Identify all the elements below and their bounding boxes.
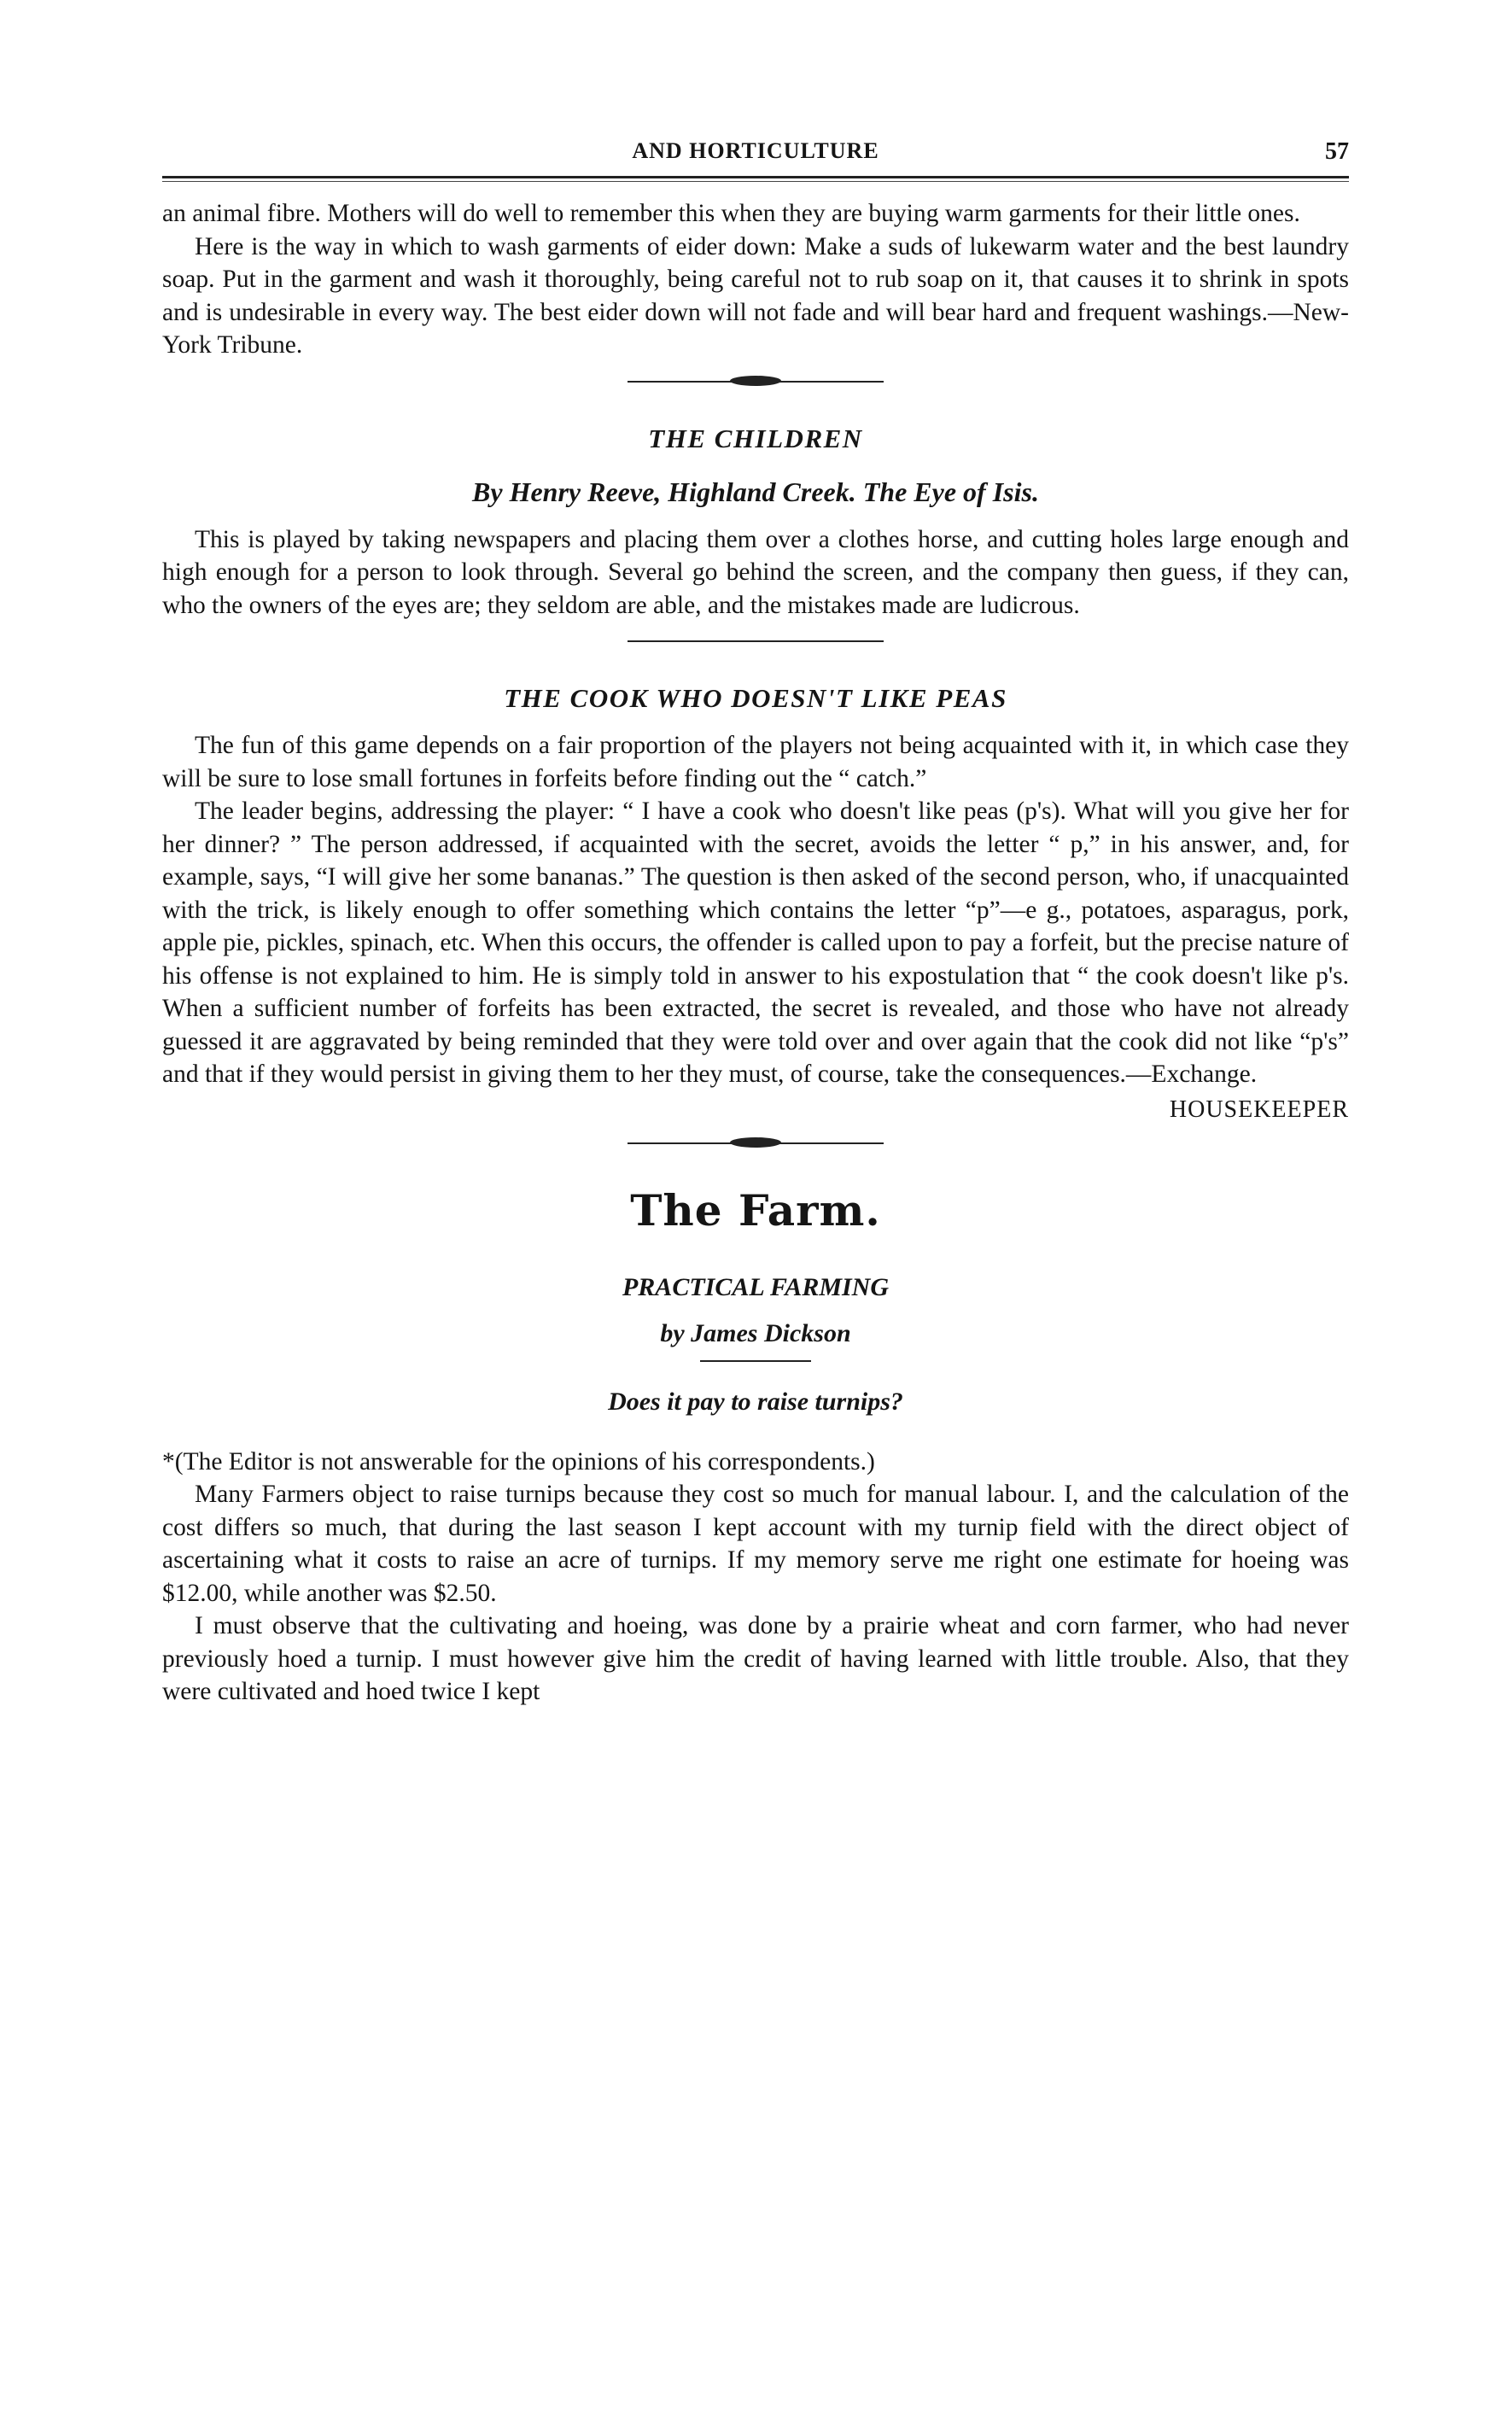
header-rule	[162, 176, 1349, 178]
short-rule	[700, 1360, 811, 1362]
article-heading: THE CHILDREN	[648, 423, 863, 453]
article-paragraph: The leader begins, addressing the player: “ I have a cook who doesn't like peas (p's). What will you give her for her dinner? ” The person addressed, if acquainted with the secret, avoids the letter “ p,” in his answer, and, for example, says, “I will give her some bananas.” The question is then asked of the second person, who, if unacquainted with the trick, is likely enough to offer something which contains the letter “p”—e g., potatoes, asparagus, pork, apple pie, pickles, spinach, etc. When this occurs, the offender is called upon to pay a forfeit, but the precise nature of his offense is not explained to him. He is simply told in answer to his expostulation that “ the cook doesn't like p's. When a sufficient number of forfeits has been extracted, the secret is revealed, and those who have not already guessed it are aggravated by being reminded that they were told over and over again that the cook did not like “p's” and that if they would persist in giving them to her they must, of course, take the consequences.—Exchange.	[162, 798, 1349, 1088]
page-number: 57	[1325, 138, 1349, 165]
section-title: The Farm.	[630, 1184, 881, 1236]
page	[162, 137, 1349, 1709]
ornament-icon	[730, 376, 781, 386]
spacer	[162, 714, 1349, 729]
article-heading: PRACTICAL FARMING	[622, 1272, 890, 1301]
editor-note: *(The Editor is not answerable for the opinions of his correspondents.)	[162, 1447, 875, 1475]
article-byline: by James Dickson	[660, 1318, 851, 1347]
article-byline: By Henry Reeve, Highland Creek. The Eye of Isis.	[472, 476, 1039, 507]
signature: HOUSEKEEPER	[1169, 1096, 1349, 1123]
section-separator	[628, 1136, 884, 1151]
article-subtitle: Does it pay to raise turnips?	[608, 1387, 903, 1416]
article-heading: THE COOK WHO DOESN'T LIKE PEAS	[504, 683, 1007, 713]
section-separator	[628, 374, 884, 389]
intro-paragraph: an animal fibre. Mothers will do well to remember this when they are buying warm garments for their little ones.	[162, 200, 1300, 227]
article-paragraph: I must observe that the cultivating and hoeing, was done by a prairie wheat and corn farmer, who had never previously hoed a turnip. I must however give him the credit of having learned with little trouble. Also, that they were cultivated and hoed twice I kept	[162, 1612, 1349, 1705]
article-paragraph: The fun of this game depends on a fair proportion of the players not being acquainted with it, in which case they will be sure to lose small fortunes in forfeits before finding out the “ catch.”	[162, 732, 1349, 792]
article-paragraph: This is played by taking newspapers and placing them over a clothes horse, and cutting holes large enough and high enough for a person to look through. Several go behind the screen, and the company then guess, if they can, who the owners of the eyes are; they seldom are able, and the mistakes made are ludicrous.	[162, 525, 1349, 619]
section-separator	[628, 634, 884, 649]
article-paragraph: Many Farmers object to raise turnips because they cost so much for manual labour. I, and the calculation of the cost differs so much, that during the last season I kept account with my turnip field with the direct object of ascertaining what it costs to raise an acre of turnips. If my memory serve me right one estimate for hoeing was $12.00, while another was $2.50.	[162, 1481, 1349, 1607]
intro-paragraph: Here is the way in which to wash garments of eider down: Make a suds of lukewarm water and the best laundry soap. Put in the garment and wash it thoroughly, being careful not to rub soap on it, that causes it to shrink in spots and is undesirable in every way. The best eider down will not fade and will bear hard and frequent washings.—New-York Tribune.	[162, 232, 1349, 359]
running-title: AND HORTICULTURE	[632, 138, 879, 163]
running-head	[162, 137, 1349, 171]
header-rule-thin	[162, 181, 1349, 182]
ornament-icon	[730, 1137, 781, 1148]
